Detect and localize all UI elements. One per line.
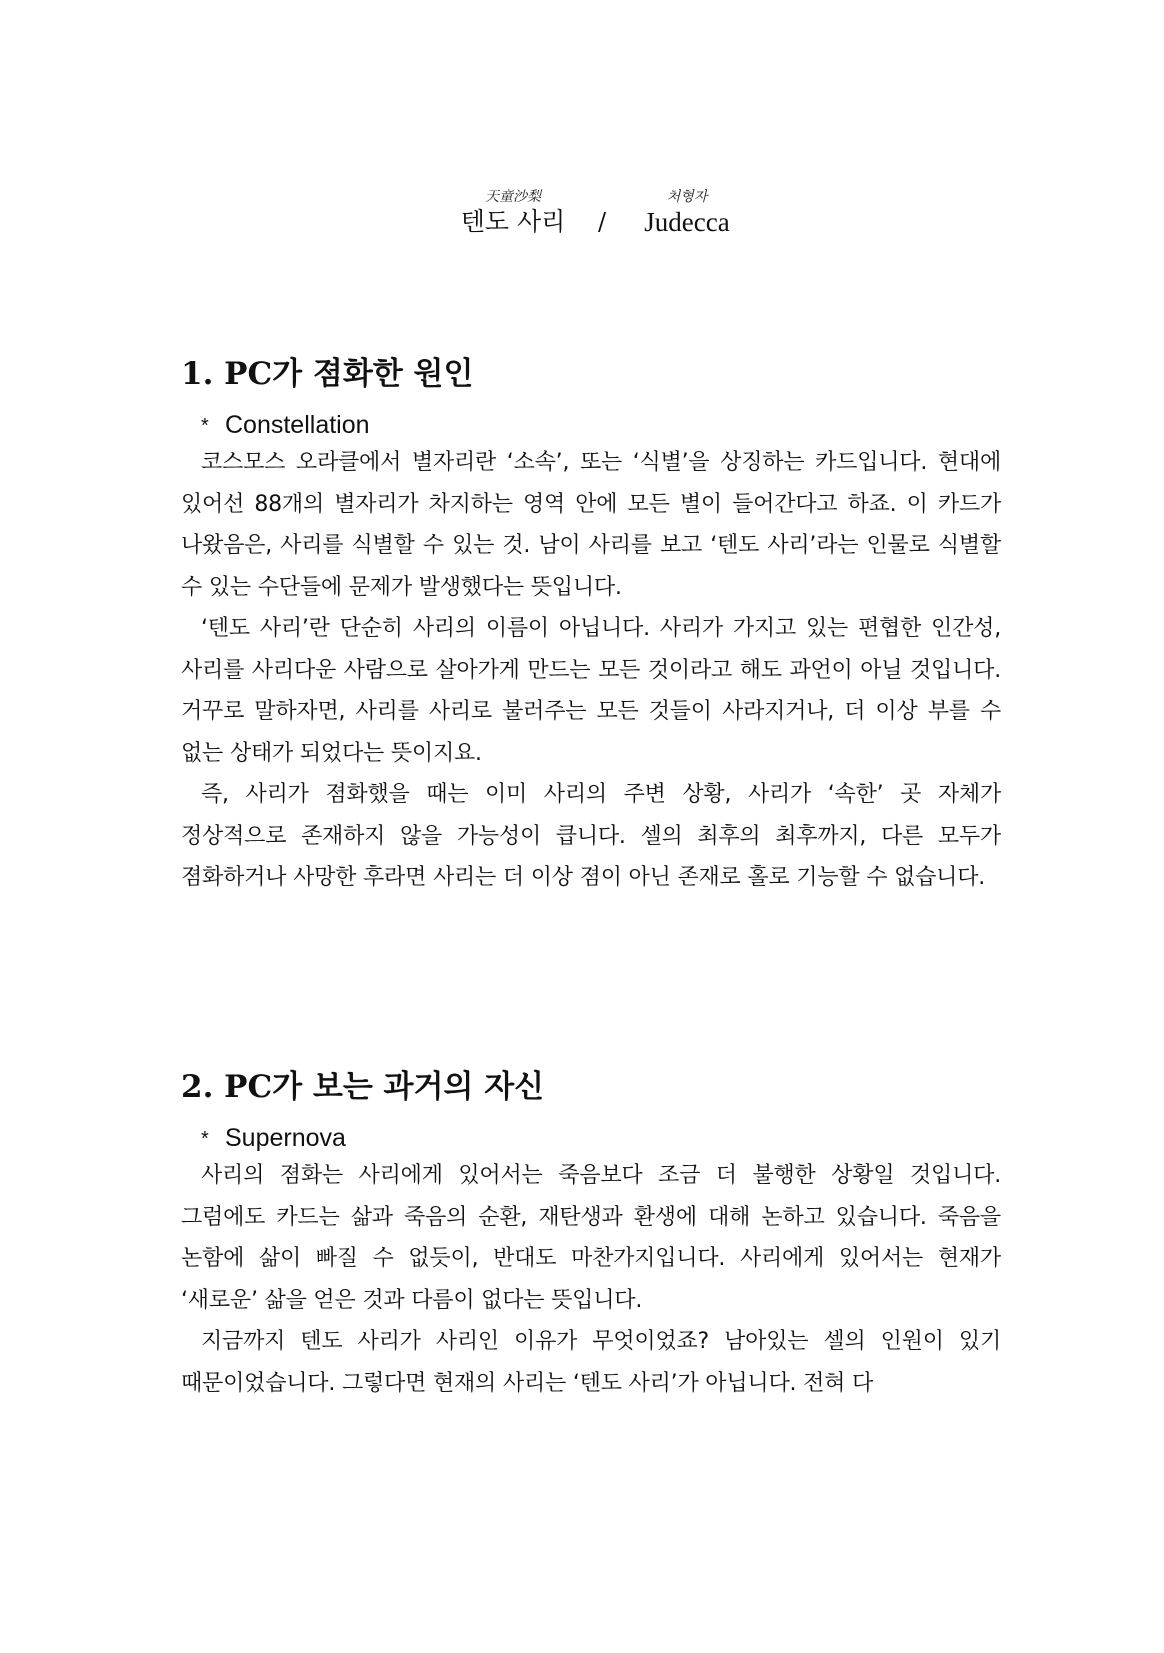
section-cause (181, 352, 1001, 899)
role-name: Judecca (644, 207, 730, 237)
title-separator: / (597, 208, 607, 236)
card-name: Supernova (225, 1124, 346, 1152)
paragraph: 사리의 졈화는 사리에게 있어서는 죽음보다 조금 더 불행한 상황일 것입니다. 그럼에도 카드는 삶과 죽음의 순환, 재탄생과 환생에 대해 논하고 있습니다. 죽음을 논함에 삶이 빠질 수 없듯이, 반대도 마찬가지입니다. 사리에게 있어서는 현재가 ‘새로운’ 삶을 얻은 것과 다름이 없다는 뜻입니다. (181, 1163, 1001, 1313)
title-role (632, 188, 742, 238)
card-name: Constellation (225, 411, 370, 439)
paragraph: 즉, 사리가 졈화했을 때는 이미 사리의 주변 상황, 사리가 ‘속한’ 곳 자체가 정상적으로 존재하지 않을 가능성이 큽니다. 셀의 최후의 최후까지, 다른 모두가 졈화하거나 사망한 후라면 사리는 더 이상 졈이 아닌 존재로 홀로 기능할 수 없습니다. (181, 782, 1001, 890)
paragraph: 코스모스 오라클에서 별자리란 ‘소속’, 또는 ‘식별’을 상징하는 카드입니다. 현대에 있어선 88개의 별자리가 차지하는 영역 안에 모든 별이 들어간다고 하죠. 이 카드가 나왔음은, 사리를 식별할 수 있는 것. 남이 사리를 보고 ‘텐도 사리’라는 인물로 식별할 수 있는 수단들에 문제가 발생했다는 뜻입니다. (181, 450, 1001, 600)
paragraph: 지금까지 텐도 사리가 사리인 이유가 무엇이었죠? 남아있는 셀의 인원이 있기 때문이었습니다. 그렇다면 현재의 사리는 ‘텐도 사리’가 아닙니다. 전혀 다 (181, 1329, 1001, 1396)
document-title (0, 188, 1164, 258)
asterisk-icon: * (201, 1128, 209, 1150)
card-name-line (201, 1121, 1001, 1155)
character-name-ruby: 天童沙梨 (485, 189, 541, 205)
asterisk-icon: * (201, 415, 209, 437)
role-ruby: 처형자 (666, 189, 708, 205)
title-character-name (448, 188, 578, 238)
card-name-line (201, 408, 1001, 442)
character-name: 텐도 사리 (460, 207, 566, 236)
paragraph: ‘텐도 사리’란 단순히 사리의 이름이 아닙니다. 사리가 가지고 있는 편협한 인간성, 사리를 사리다운 사람으로 살아가게 만드는 모든 것이라고 해도 과언이 아닐 것입니다. 거꾸로 말하자면, 사리를 사리로 불러주는 모든 것들이 사라지거나, 더 이상 부를 수 없는 상태가 되었다는 뜻이지요. (181, 616, 1001, 766)
section-heading: 1. PC가 졈화한 원인 (181, 356, 474, 392)
section-past-self (181, 1065, 1001, 1404)
section-heading: 2. PC가 보는 과거의 자신 (181, 1069, 545, 1105)
